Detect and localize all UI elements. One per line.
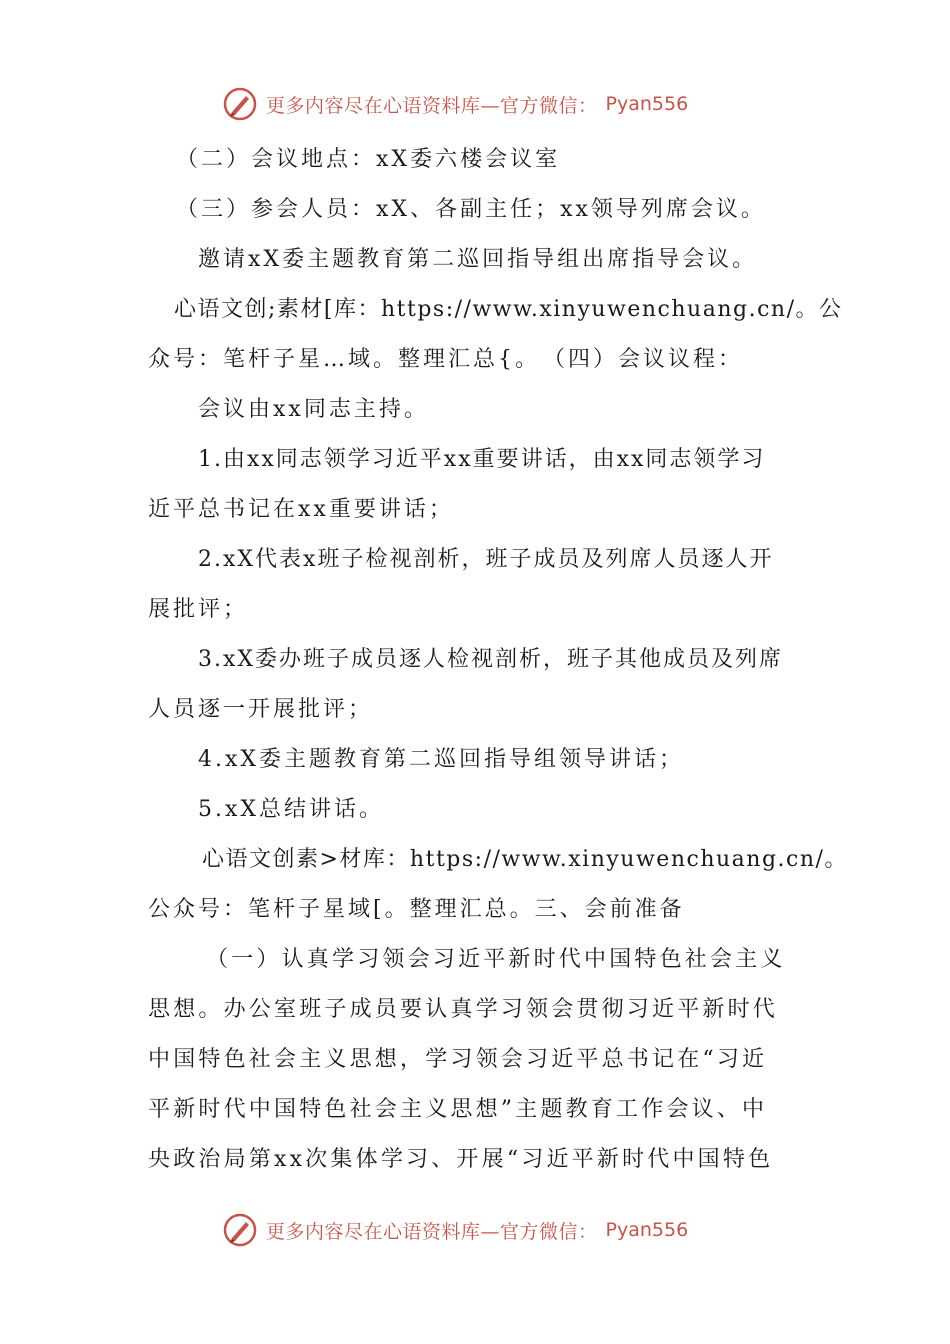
- text-line: 心语文创素>材库：https://www.xinyuwenchuang.cn/。: [202, 847, 848, 872]
- text-line: 思想。办公室班子成员要认真学习领会贯彻习近平新时代: [148, 997, 779, 1022]
- header-banner: [222, 84, 742, 124]
- text-line: 4.xX委主题教育第二巡回指导组领导讲话；: [198, 747, 685, 772]
- text-line: 1.由xx同志领学习近平xx重要讲话，由xx同志领学习: [198, 447, 766, 472]
- text-line: 2.xX代表x班子检视剖析，班子成员及列席人员逐人开: [198, 547, 774, 572]
- text-line: 众号：笔杆子星…域。整理汇总{。 （四）会议议程：: [148, 347, 743, 372]
- text-line: 会议由xx同志主持。: [198, 397, 429, 422]
- banner-wechat-id: Pyan556: [605, 93, 689, 115]
- text-line: 5.xX总结讲话。: [198, 797, 385, 822]
- text-line: 3.xX委办班子成员逐人检视剖析，班子其他成员及列席: [198, 647, 784, 672]
- text-line: 中国特色社会主义思想，学习领会习近平总书记在“习近: [148, 1047, 768, 1072]
- banner-text: 更多内容尽在心语资料库—官方微信：: [266, 94, 598, 117]
- text-line: （一）认真学习领会习近平新时代中国特色社会主义: [206, 947, 786, 972]
- text-line: （三）参会人员：xX、各副主任；xx领导列席会议。: [176, 197, 766, 222]
- text-line: （二）会议地点：xX委六楼会议室: [176, 147, 561, 172]
- banner-text: 更多内容尽在心语资料库—官方微信：: [266, 1220, 598, 1243]
- banner-wechat-id: Pyan556: [605, 1219, 689, 1241]
- text-line: 心语文创;素材[库：https://www.xinyuwenchuang.cn/。公: [174, 297, 843, 322]
- text-line: 平新时代中国特色社会主义思想”主题教育工作会议、中: [148, 1097, 768, 1122]
- text-line: 央政治局第xx次集体学习、开展“习近平新时代中国特色: [148, 1147, 774, 1172]
- pen-logo-icon: [222, 1212, 258, 1248]
- text-line: 近平总书记在xx重要讲话；: [148, 497, 454, 522]
- pen-logo-icon: [222, 86, 258, 122]
- footer-banner: [222, 1210, 742, 1250]
- text-line: 公众号：笔杆子星域[。整理汇总。三、会前准备: [148, 897, 685, 922]
- text-line: 展批评；: [148, 597, 249, 622]
- text-line: 人员逐一开展批评；: [148, 697, 374, 722]
- text-line: 邀请xX委主题教育第二巡回指导组出席指导会议。: [198, 247, 758, 272]
